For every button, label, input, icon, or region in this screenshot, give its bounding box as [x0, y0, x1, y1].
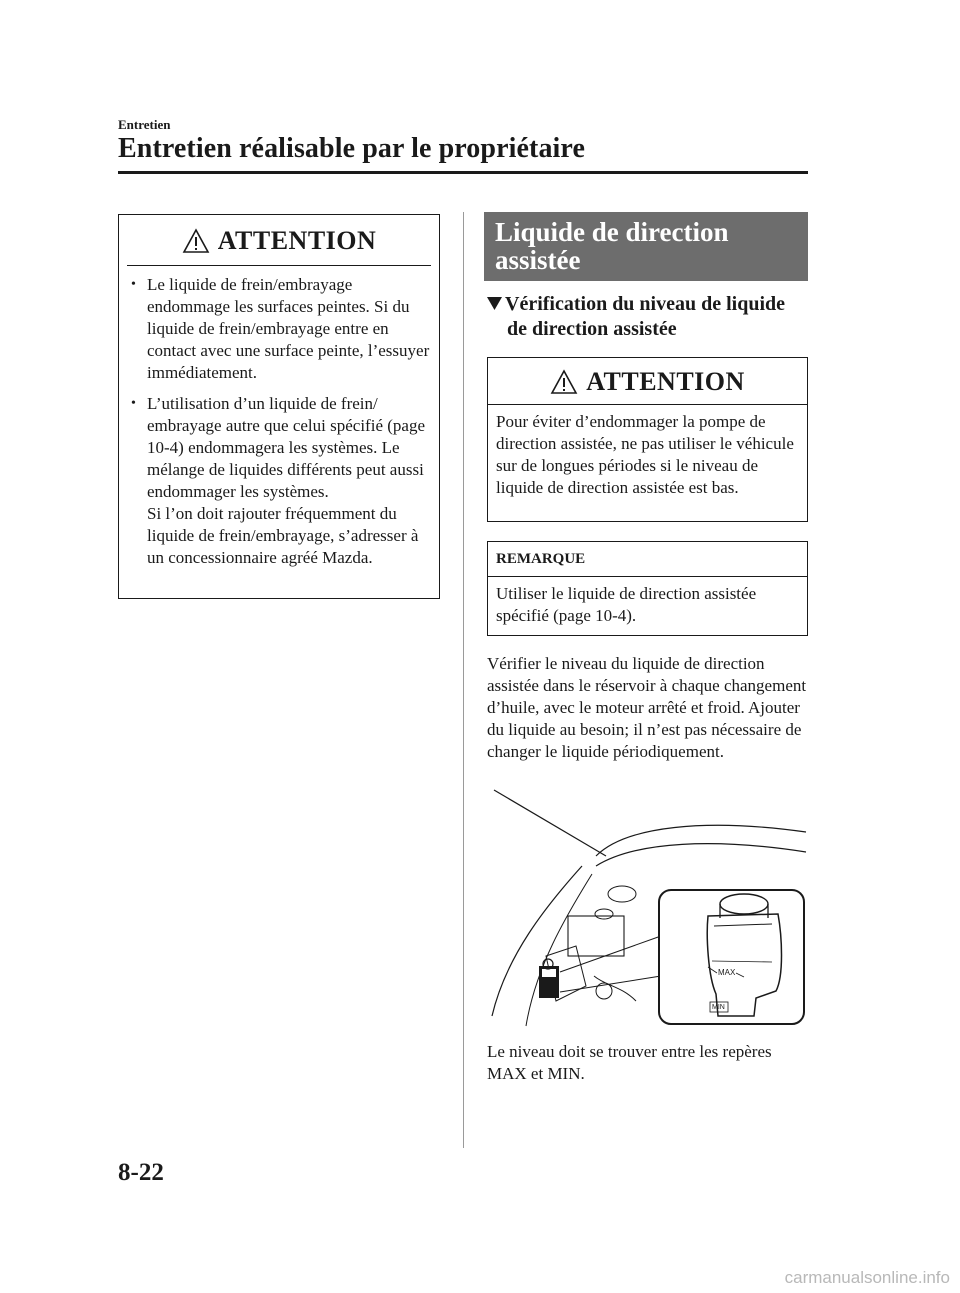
attention-header: [119, 215, 439, 265]
header-rule: [118, 171, 808, 174]
reservoir-illustration: [486, 786, 808, 1031]
watermark: carmanualsonline.info: [784, 1268, 950, 1287]
remarque-box: [487, 541, 808, 636]
attention-item: • L’utilisation d’un liquide de frein/ embrayage autre que celui spécifié (page 10-4) endommagera les systèmes. Le mélange de liquides différents peut aussi endommager les systèmes. Si l’on doit rajouter fréquemment du liquide de frein/embrayage, s’adresser à un concessionnaire agréé Mazda.: [147, 393, 431, 569]
section-label: Entretien: [118, 117, 171, 132]
attention-list: [119, 266, 439, 569]
subheading-line2: de direction assistée: [507, 318, 677, 340]
attention-header: [488, 358, 807, 404]
attention-heading: ATTENTION: [217, 226, 377, 255]
attention-box-brake-fluid: [118, 214, 440, 599]
subheading: [487, 292, 807, 342]
attention-box-power-steering: [487, 357, 808, 522]
illustration-caption: Le niveau doit se trouver entre les repères MAX et MIN.: [487, 1042, 772, 1083]
attention-text: Pour éviter d’endommager la pompe de direction assistée, ne pas utiliser le véhicule sur de longues périodes si le niveau de liquide de direction assistée est bas.: [496, 412, 794, 497]
min-label: MIN: [712, 1004, 725, 1011]
section-title-line2: assistée: [495, 245, 581, 275]
attention-item: • Le liquide de frein/embrayage endommage les surfaces peintes. Si du liquide de frein/embrayage entre en contact avec une surface peinte, l’essuyer immédiatement.: [147, 274, 431, 384]
triangle-down-icon: [487, 292, 503, 317]
remarque-heading: REMARQUE: [496, 551, 586, 567]
page-title: Entretien réalisable par le propriétaire: [118, 133, 585, 164]
page-number: 8-22: [118, 1159, 164, 1186]
section-title-line1: Liquide de direction: [495, 217, 729, 247]
column-divider: [463, 212, 464, 1148]
section-title-bar: [484, 212, 808, 281]
warning-triangle-icon: [182, 228, 210, 254]
remarque-text: Utiliser le liquide de direction assistée spécifié (page 10-4).: [496, 584, 757, 625]
body-paragraph: Vérifier le niveau du liquide de direction assistée dans le réservoir à chaque changement d’huile, avec le moteur arrêté et froid. Ajouter du liquide au besoin; il n’est pas nécessaire de changer le liquide périodiquement.: [487, 654, 807, 761]
warning-triangle-icon: [550, 369, 578, 395]
attention-heading: ATTENTION: [586, 367, 745, 396]
subheading-line1: Vérification du niveau de liquide: [505, 293, 786, 315]
max-label: MAX: [718, 968, 736, 977]
